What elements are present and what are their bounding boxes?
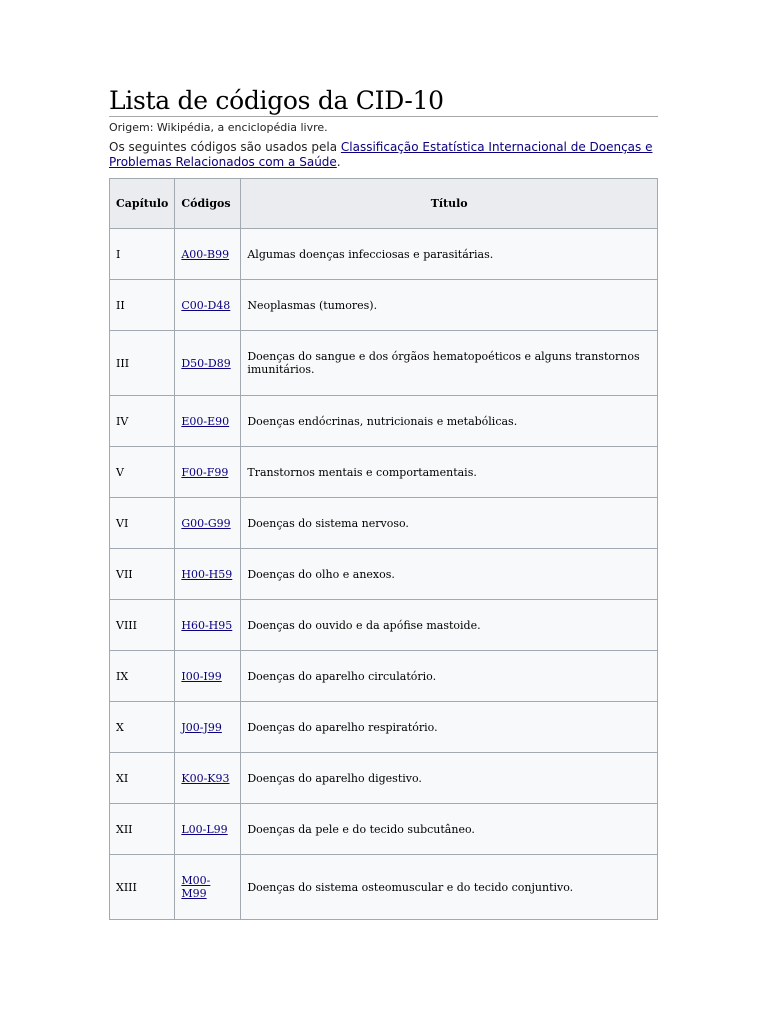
header-chapter: Capítulo (110, 179, 175, 229)
chapter-cell: III (110, 331, 175, 396)
icd-classification-link[interactable]: Classificação Estatística Internacional de Doenças e Problemas Relacionados com a Saúde (109, 140, 653, 169)
table-row (110, 280, 658, 331)
origin-note: Origem: Wikipédia, a enciclopédia livre. (109, 121, 328, 134)
codes-cell (175, 549, 241, 600)
table-row (110, 549, 658, 600)
chapter-cell: XIII (110, 855, 175, 920)
table-row (110, 855, 658, 920)
title-cell: Doenças do aparelho respiratório. (241, 702, 658, 753)
title-cell: Doenças do sangue e dos órgãos hematopoéticos e alguns transtornos imunitários. (241, 331, 658, 396)
codes-cell (175, 702, 241, 753)
table-row (110, 702, 658, 753)
codes-cell (175, 331, 241, 396)
table-row (110, 804, 658, 855)
codes-link[interactable]: F00-F99 (181, 465, 229, 479)
table-row (110, 447, 658, 498)
codes-cell (175, 396, 241, 447)
title-cell: Doenças da pele e do tecido subcutâneo. (241, 804, 658, 855)
codes-cell (175, 753, 241, 804)
codes-link[interactable]: A00-B99 (181, 247, 230, 261)
table-header-row (110, 179, 658, 229)
title-cell: Doenças do olho e anexos. (241, 549, 658, 600)
table-row (110, 498, 658, 549)
title-cell: Doenças do sistema nervoso. (241, 498, 658, 549)
codes-link[interactable]: G00-G99 (181, 516, 231, 530)
header-codes: Códigos (175, 179, 241, 229)
codes-link[interactable]: L00-L99 (181, 822, 228, 836)
codes-link[interactable]: E00-E90 (181, 414, 230, 428)
intro-suffix: . (336, 155, 341, 169)
codes-link[interactable]: H00-H59 (181, 567, 233, 581)
chapter-cell: VII (110, 549, 175, 600)
chapter-cell: VI (110, 498, 175, 549)
chapter-cell: I (110, 229, 175, 280)
codes-cell (175, 651, 241, 702)
codes-link[interactable]: M00-M99 (181, 874, 211, 900)
header-title: Título (241, 179, 658, 229)
codes-link[interactable]: D50-D89 (181, 356, 231, 370)
table-row (110, 331, 658, 396)
codes-cell (175, 804, 241, 855)
codes-link[interactable]: C00-D48 (181, 298, 231, 312)
title-cell: Algumas doenças infecciosas e parasitárias. (241, 229, 658, 280)
codes-link[interactable]: J00-J99 (181, 720, 222, 734)
title-cell: Doenças endócrinas, nutricionais e metabólicas. (241, 396, 658, 447)
codes-link[interactable]: I00-I99 (181, 669, 222, 683)
table-body (110, 229, 658, 920)
title-cell: Doenças do sistema osteomuscular e do tecido conjuntivo. (241, 855, 658, 920)
chapter-cell: IX (110, 651, 175, 702)
title-cell: Doenças do aparelho digestivo. (241, 753, 658, 804)
intro-prefix: Os seguintes códigos são usados pela (109, 140, 341, 154)
codes-cell (175, 229, 241, 280)
codes-cell (175, 498, 241, 549)
chapter-cell: VIII (110, 600, 175, 651)
title-cell: Doenças do ouvido e da apófise mastoide. (241, 600, 658, 651)
codes-cell (175, 280, 241, 331)
chapter-cell: XI (110, 753, 175, 804)
codes-cell (175, 447, 241, 498)
title-cell: Doenças do aparelho circulatório. (241, 651, 658, 702)
codes-cell (175, 600, 241, 651)
table-row (110, 651, 658, 702)
codes-cell (175, 855, 241, 920)
title-cell: Transtornos mentais e comportamentais. (241, 447, 658, 498)
intro-paragraph (109, 140, 658, 170)
table-row (110, 600, 658, 651)
table-row (110, 753, 658, 804)
icd10-table (109, 178, 658, 920)
title-cell: Neoplasmas (tumores). (241, 280, 658, 331)
chapter-cell: IV (110, 396, 175, 447)
page-title: Lista de códigos da CID-10 (109, 86, 658, 117)
table-row (110, 396, 658, 447)
chapter-cell: II (110, 280, 175, 331)
codes-link[interactable]: K00-K93 (181, 771, 230, 785)
chapter-cell: V (110, 447, 175, 498)
chapter-cell: X (110, 702, 175, 753)
chapter-cell: XII (110, 804, 175, 855)
codes-link[interactable]: H60-H95 (181, 618, 233, 632)
table-row (110, 229, 658, 280)
